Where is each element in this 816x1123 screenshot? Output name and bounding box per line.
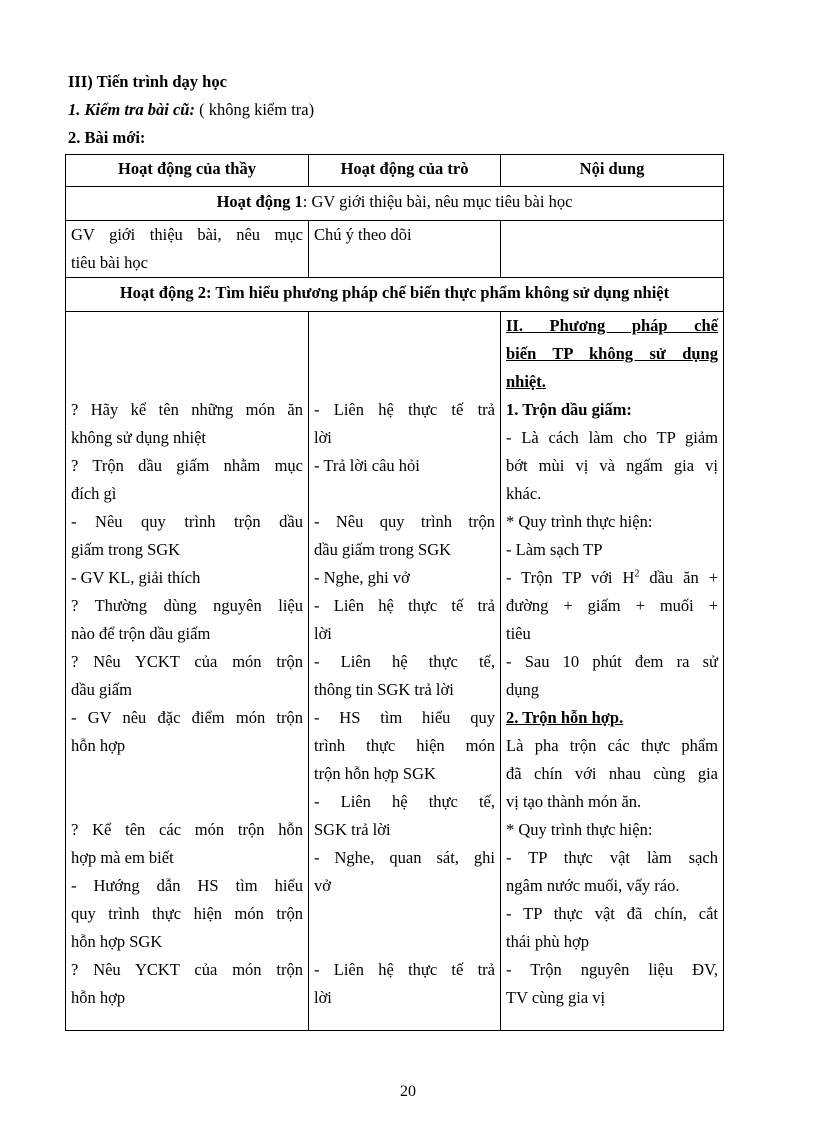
text-line: hỗn hợp [71,736,126,755]
row1-content [501,221,724,278]
text-line: dầu giấm [71,680,132,699]
text-line: ? Trộn dầu giấm nhằm mục [71,456,303,475]
text-line: - Liên hệ thực tế, [314,652,495,671]
text-line: đã chín với nhau cùng gia [506,764,718,783]
text-line: trình thực hiện món [314,736,495,755]
mix-text: - Trộn TP với H [506,568,635,587]
text-line [506,564,718,592]
content-column [501,312,724,1031]
text-line: vị tạo thành món ăn. [506,792,642,811]
text-line: Là pha trộn các thực phẩm [506,736,718,755]
text-line: * Quy trình thực hiện: [506,820,653,839]
text-line: dầu giấm trong SGK [314,540,452,559]
text-line: tiêu bài học [71,253,148,272]
mix-superscript: 2 [634,568,640,580]
text-line: bớt mùi vị và ngấm gia vị [506,456,718,475]
text-line: SGK trả lời [314,820,391,839]
blank-line [314,368,495,396]
blank-line [71,788,303,816]
blank-line [314,928,495,956]
text-line: - Nêu quy trình trộn dầu [71,512,303,531]
text-line: GV giới thiệu bài, nêu mục [71,225,303,244]
text-line: - Sau 10 phút đem ra sử [506,652,718,671]
blank-line [314,900,495,928]
col-teacher-header: Hoạt động của thầy [66,155,309,187]
text-line: - Liên hệ thực tế trả [314,400,495,419]
text-line: hợp mà em biết [71,848,174,867]
text-line: - Liên hệ thực tế, [314,792,495,811]
table-header-row [66,155,724,187]
content-heading-line: II. Phương pháp chế [506,316,718,335]
text-line: lời [314,988,332,1007]
text-line: đích gì [71,484,117,503]
text-line: - Trộn nguyên liệu ĐV, [506,960,718,979]
col-student-header: Hoạt động của trò [309,155,501,187]
text-line: dụng [506,680,539,699]
text-line: - Nghe, ghi vở [314,568,410,587]
section-heading: III) Tiến trình dạy học [68,72,227,91]
activity1-text: : GV giới thiệu bài, nêu mục tiêu bài học [302,192,573,211]
text-line: giấm trong SGK [71,540,181,559]
text-line: - Là cách làm cho TP giảm [506,428,718,447]
text-line: Chú ý theo dõi [314,225,412,244]
check-line [68,100,314,120]
blank-line [71,760,303,788]
lesson-table [65,154,724,1031]
text-line: - TP thực vật đã chín, cắt [506,904,718,923]
new-lesson-heading: 2. Bài mới: [68,128,146,147]
text-line: tiêu [506,624,531,643]
text-line: TV cùng gia vị [506,988,606,1007]
col-content-header: Nội dung [501,155,724,187]
text-line: không sử dụng nhiệt [71,428,206,447]
student-column [309,312,501,1031]
text-line: lời [314,624,332,643]
text-line: vở [314,876,331,895]
text-line: ? Nêu YCKT của món trộn [71,652,303,671]
text-line: - Làm sạch TP [506,540,603,559]
text-line: - Nghe, quan sát, ghi [314,848,495,867]
subheading-dau-giam: 1. Trộn dầu giấm: [506,400,632,419]
subheading-hon-hop: 2. Trộn hỗn hợp. [506,708,624,727]
text-line: - Trả lời câu hỏi [314,456,420,475]
text-line: ? Nêu YCKT của món trộn [71,960,303,979]
teacher-column [66,312,309,1031]
mix-text-end: dầu ăn + [639,568,718,587]
text-line: thái phù hợp [506,932,589,951]
row1-teacher [66,221,309,278]
blank-line [71,312,303,340]
blank-line [314,340,495,368]
text-line: đường + giấm + muối + [506,596,718,615]
text-line: ngâm nước muối, vẩy ráo. [506,876,680,895]
blank-line [71,340,303,368]
row1-student [309,221,501,278]
text-line: - GV KL, giải thích [71,568,201,587]
text-line: - TP thực vật làm sạch [506,848,718,867]
activity2-content-row [66,312,724,1031]
activity1-label: Hoạt động 1 [216,192,303,211]
check-note: ( không kiểm tra) [194,100,315,119]
text-line: * Quy trình thực hiện: [506,512,653,531]
activity2-title: Hoạt động 2: Tìm hiểu phương pháp chế biến thực phẩm không sử dụng nhiệt [66,278,724,312]
text-line: ? Thường dùng nguyên liệu [71,596,303,615]
text-line: - HS tìm hiểu quy [314,708,495,727]
text-line: trộn hỗn hợp SGK [314,764,436,783]
text-line: - GV nêu đặc điểm món trộn [71,708,303,727]
text-line: nào để trộn dầu giấm [71,624,211,643]
activity1-row [66,187,724,221]
content-heading-line: biến TP không sử dụng [506,344,718,363]
text-line: - Liên hệ thực tế trả [314,596,495,615]
blank-line [71,368,303,396]
text-line: ? Hãy kể tên những món ăn [71,400,303,419]
text-line: - Liên hệ thực tế trả [314,960,495,979]
activity2-row [66,278,724,312]
blank-line [314,480,495,508]
content-heading-line: nhiệt. [506,372,546,391]
text-line: quy trình thực hiện món trộn [71,904,303,923]
text-line: - Nêu quy trình trộn [314,512,495,531]
text-line: hỗn hợp SGK [71,932,163,951]
text-line: - Hướng dẫn HS tìm hiểu [71,876,303,895]
check-label: 1. Kiểm tra bài cũ: [68,100,195,119]
blank-line [314,312,495,340]
activity1-title [66,187,724,221]
page-number: 20 [400,1083,416,1100]
text-line: hỗn hợp [71,988,126,1007]
activity1-content-row [66,221,724,278]
text-line: lời [314,428,332,447]
text-line: ? Kể tên các món trộn hỗn [71,820,303,839]
text-line: thông tin SGK trả lời [314,680,454,699]
text-line: khác. [506,484,542,503]
